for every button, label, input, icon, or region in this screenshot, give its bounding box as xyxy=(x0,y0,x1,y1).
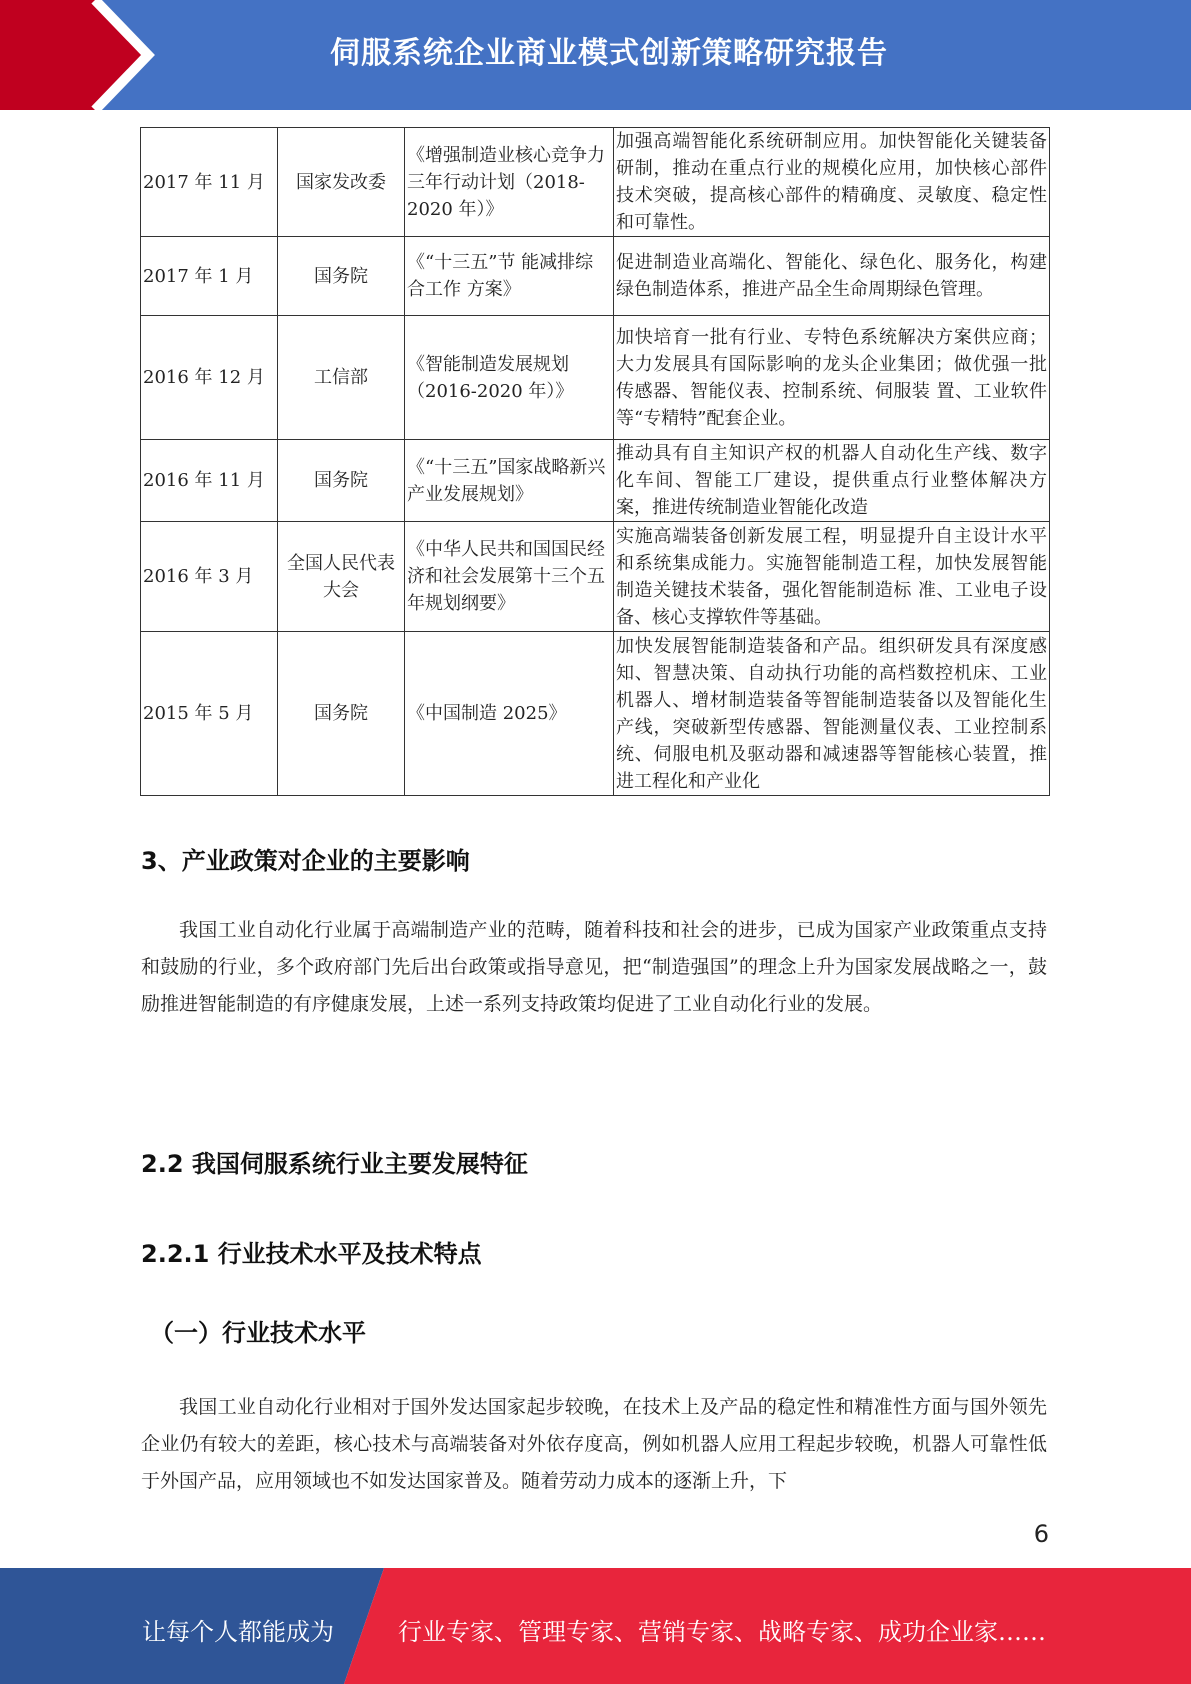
cell-document: 《中华人民共和国国民经济和社会发展第十三个五年规划纲要》 xyxy=(405,522,614,632)
cell-document: 《“十三五”节 能减排综合工作 方案》 xyxy=(405,237,614,316)
cell-content: 加强高端智能化系统研制应用。加快智能化关键装备研制，推动在重点行业的规模化应用，加快核心部件技术突破，提高核心部件的精确度、灵敏度、稳定性和可靠性。 xyxy=(614,128,1050,237)
footer-slogan-right: 行业专家、管理专家、营销专家、战略专家、成功企业家…… xyxy=(398,1618,1046,1646)
cell-date: 2017 年 1 月 xyxy=(141,237,278,316)
cell-department: 国务院 xyxy=(278,632,405,796)
cell-department: 工信部 xyxy=(278,316,405,440)
cell-date: 2017 年 11 月 xyxy=(141,128,278,237)
section-heading-policy-impact: 3、产业政策对企业的主要影响 xyxy=(141,847,470,875)
table-row xyxy=(141,237,1050,316)
cell-department: 国家发改委 xyxy=(278,128,405,237)
policy-table xyxy=(140,127,1050,796)
section-heading-2-2: 2.2 我国伺服系统行业主要发展特征 xyxy=(141,1150,528,1178)
table-row xyxy=(141,316,1050,440)
table-row xyxy=(141,128,1050,237)
paragraph-tech-level: 我国工业自动化行业相对于国外发达国家起步较晚，在技术上及产品的稳定性和精准性方面与国外领先企业仍有较大的差距，核心技术与高端装备对外依存度高，例如机器人应用工程起步较晚，机器人可靠性低于外国产品，应用领域也不如发达国家普及。随着劳动力成本的逐渐上升，下 xyxy=(141,1396,1047,1492)
cell-document: 《增强制造业核心竞争力三年行动计划（2018-2020 年）》 xyxy=(405,128,614,237)
table-row xyxy=(141,522,1050,632)
cell-department: 全国人民代表大会 xyxy=(278,522,405,632)
cell-document: 《智能制造发展规划（2016-2020 年）》 xyxy=(405,316,614,440)
table-row xyxy=(141,632,1050,796)
cell-date: 2016 年 3 月 xyxy=(141,522,278,632)
cell-document: 《“十三五”国家战略新兴产业发展规划》 xyxy=(405,440,614,522)
cell-content: 实施高端装备创新发展工程，明显提升自主设计水平和系统集成能力。实施智能制造工程，加快发展智能制造关键技术装备，强化智能制造标 准、工业电子设备、核心支撑软件等基础。 xyxy=(614,522,1050,632)
table-row xyxy=(141,440,1050,522)
cell-content: 促进制造业高端化、智能化、绿色化、服务化，构建绿色制造体系，推进产品全生命周期绿色管理。 xyxy=(614,237,1050,316)
report-title: 伺服系统企业商业模式创新策略研究报告 xyxy=(330,36,888,71)
cell-department: 国务院 xyxy=(278,440,405,522)
section-heading-2-2-1: 2.2.1 行业技术水平及技术特点 xyxy=(141,1240,482,1268)
page-header xyxy=(0,0,1191,110)
paragraph-policy-impact: 我国工业自动化行业属于高端制造产业的范畴，随着科技和社会的进步，已成为国家产业政策重点支持和鼓励的行业，多个政府部门先后出台政策或指导意见，把“制造强国”的理念上升为国家发展战略之一，鼓励推进智能制造的有序健康发展，上述一系列支持政策均促进了工业自动化行业的发展。 xyxy=(141,919,1047,1015)
page-number: 6 xyxy=(1033,1520,1049,1548)
footer-slogan-left: 让每个人都能成为 xyxy=(142,1618,334,1646)
cell-department: 国务院 xyxy=(278,237,405,316)
cell-date: 2016 年 11 月 xyxy=(141,440,278,522)
cell-content: 推动具有自主知识产权的机器人自动化生产线、数字化车间、智能工厂建设，提供重点行业整体解决方案，推进传统制造业智能化改造 xyxy=(614,440,1050,522)
cell-content: 加快培育一批有行业、专特色系统解决方案供应商；大力发展具有国际影响的龙头企业集团；做优强一批传感器、智能仪表、控制系统、伺服装 置、工业软件等“专精特”配套企业。 xyxy=(614,316,1050,440)
cell-document: 《中国制造 2025》 xyxy=(405,632,614,796)
cell-content: 加快发展智能制造装备和产品。组织研发具有深度感知、智慧决策、自动执行功能的高档数控机床、工业机器人、增材制造装备等智能制造装备以及智能化生产线，突破新型传感器、智能测量仪表、工业控制系统、伺服电机及驱动器和减速器等智能核心装置，推进工程化和产业化 xyxy=(614,632,1050,796)
subsection-heading-tech-level: （一）行业技术水平 xyxy=(150,1319,366,1347)
cell-date: 2016 年 12 月 xyxy=(141,316,278,440)
cell-date: 2015 年 5 月 xyxy=(141,632,278,796)
